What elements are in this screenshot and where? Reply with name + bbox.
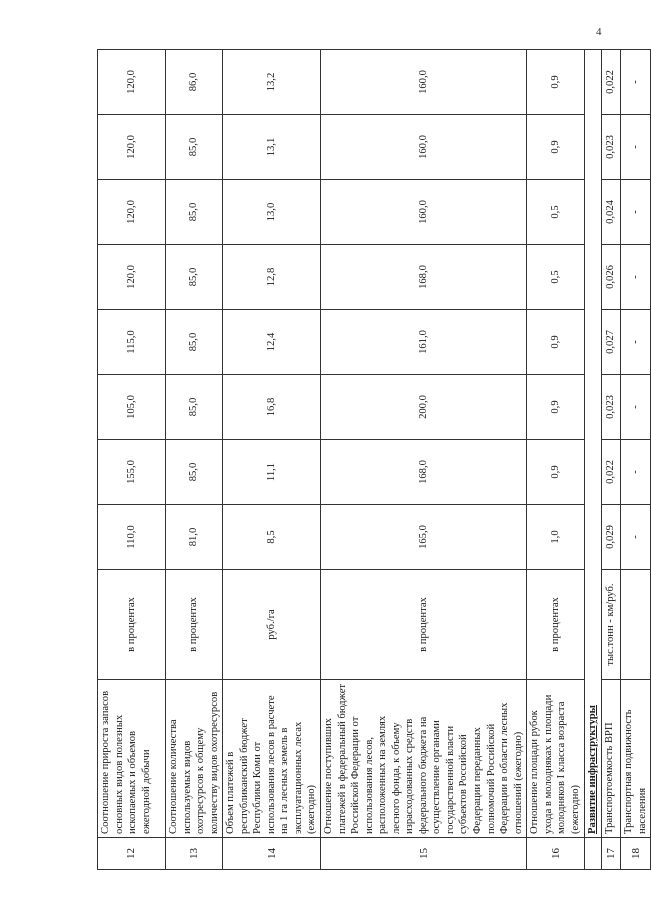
unit-cell: в процентах xyxy=(321,570,527,680)
value-cell: 160,0 xyxy=(321,180,527,245)
value-cell: 168,0 xyxy=(321,245,527,310)
value-cell: 13,0 xyxy=(223,180,321,245)
value-cell: 0,029 xyxy=(602,505,621,570)
table-row xyxy=(527,50,585,870)
value-cell: 1,0 xyxy=(527,505,585,570)
unit-cell: в процентах xyxy=(527,570,585,680)
value-cell: 85,0 xyxy=(166,375,223,440)
value-cell: 105,0 xyxy=(98,375,166,440)
value-cell: 0,026 xyxy=(602,245,621,310)
indicator-name: Объем платежей в республиканский бюджет Республики Коми от использования лесов в расчете на 1 га лесных земель в эксплуатационных лесах (ежегодно) xyxy=(223,680,321,838)
value-cell: 110,0 xyxy=(98,505,166,570)
value-cell: 0,9 xyxy=(527,310,585,375)
value-cell: 0,022 xyxy=(602,50,621,115)
value-cell: 0,023 xyxy=(602,115,621,180)
value-cell: - xyxy=(621,375,651,440)
section-row xyxy=(585,50,602,870)
value-cell: 0,5 xyxy=(527,245,585,310)
indicators-table xyxy=(97,49,651,870)
page-number: 4 xyxy=(596,26,602,38)
value-cell: 120,0 xyxy=(98,50,166,115)
indicator-name: Соотношение прироста запасов основных видов полезных ископаемых и объемов ежегодной добычи xyxy=(98,680,166,838)
value-cell: - xyxy=(621,115,651,180)
row-number: 12 xyxy=(98,838,166,870)
value-cell: 11,1 xyxy=(223,440,321,505)
value-cell: 0,9 xyxy=(527,375,585,440)
row-number: 15 xyxy=(321,838,527,870)
value-cell: 168,0 xyxy=(321,440,527,505)
indicator-name: Соотношение количества используемых видов охотресурсов к общему количеству видов охотресурсов xyxy=(166,680,223,838)
rotated-table-container xyxy=(97,50,648,870)
value-cell: 0,023 xyxy=(602,375,621,440)
value-cell: 165,0 xyxy=(321,505,527,570)
row-number: 14 xyxy=(223,838,321,870)
section-title: Развитие инфраструктуры xyxy=(585,50,602,838)
value-cell: 200,0 xyxy=(321,375,527,440)
table-row xyxy=(223,50,321,870)
unit-cell: тыс.тонн - км/руб. xyxy=(602,570,621,680)
value-cell: 13,1 xyxy=(223,115,321,180)
value-cell: - xyxy=(621,440,651,505)
value-cell: 120,0 xyxy=(98,115,166,180)
value-cell: 85,0 xyxy=(166,245,223,310)
row-number: 16 xyxy=(527,838,585,870)
value-cell: 0,027 xyxy=(602,310,621,375)
value-cell: 155,0 xyxy=(98,440,166,505)
value-cell: 120,0 xyxy=(98,180,166,245)
value-cell: - xyxy=(621,50,651,115)
value-cell: 13,2 xyxy=(223,50,321,115)
section-number-cell xyxy=(585,838,602,870)
indicator-name: Транспортоемкость ВРП xyxy=(602,680,621,838)
value-cell: - xyxy=(621,245,651,310)
value-cell: 85,0 xyxy=(166,440,223,505)
value-cell: - xyxy=(621,505,651,570)
value-cell: 0,9 xyxy=(527,115,585,180)
value-cell: 161,0 xyxy=(321,310,527,375)
value-cell: 0,9 xyxy=(527,50,585,115)
value-cell: 8,5 xyxy=(223,505,321,570)
table-row xyxy=(602,50,621,870)
value-cell: 115,0 xyxy=(98,310,166,375)
indicator-name: Отношение площади рубок ухода в молодняках к площади молодняков I класса возраста (ежегодно) xyxy=(527,680,585,838)
row-number: 17 xyxy=(602,838,621,870)
table-row xyxy=(166,50,223,870)
table-row xyxy=(321,50,527,870)
row-number: 18 xyxy=(621,838,651,870)
value-cell: 81,0 xyxy=(166,505,223,570)
value-cell: 12,4 xyxy=(223,310,321,375)
value-cell: 120,0 xyxy=(98,245,166,310)
value-cell: 0,5 xyxy=(527,180,585,245)
row-number: 13 xyxy=(166,838,223,870)
value-cell: 85,0 xyxy=(166,180,223,245)
value-cell: 16,8 xyxy=(223,375,321,440)
unit-cell: в процентах xyxy=(98,570,166,680)
value-cell: 0,022 xyxy=(602,440,621,505)
table-row xyxy=(621,50,651,870)
value-cell: 0,9 xyxy=(527,440,585,505)
value-cell: 12,8 xyxy=(223,245,321,310)
value-cell: - xyxy=(621,180,651,245)
value-cell: 160,0 xyxy=(321,115,527,180)
unit-cell xyxy=(621,570,651,680)
value-cell: 86,0 xyxy=(166,50,223,115)
indicator-name: Отношение поступивших платежей в федеральный бюджет Российской Федерации от использования лесов, расположенных на землях лесного фонда, к объему израсходованных средств федерального бюджета на осуществление органами государственной власти субъектов Российской Федерации переданных полномочий Российской Федерации в области лесных отношений (ежегодно) xyxy=(321,680,527,838)
value-cell: - xyxy=(621,310,651,375)
value-cell: 0,024 xyxy=(602,180,621,245)
table-row xyxy=(98,50,166,870)
indicator-name: Транспортная подвижность населения xyxy=(621,680,651,838)
value-cell: 85,0 xyxy=(166,310,223,375)
unit-cell: руб./га xyxy=(223,570,321,680)
value-cell: 160,0 xyxy=(321,50,527,115)
value-cell: 85,0 xyxy=(166,115,223,180)
unit-cell: в процентах xyxy=(166,570,223,680)
